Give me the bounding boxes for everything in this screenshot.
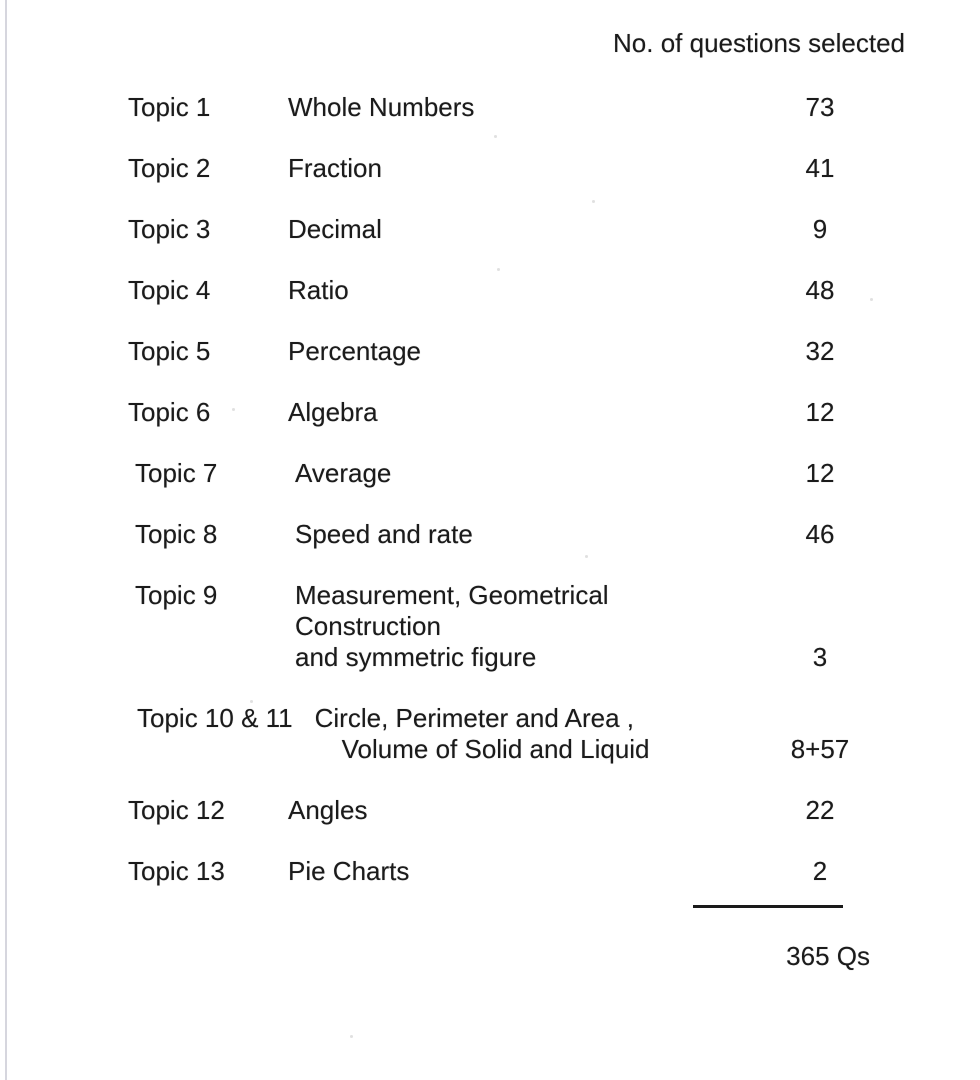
question-count: 48 bbox=[805, 275, 835, 305]
question-count: 8+57 bbox=[790, 734, 850, 764]
scan-noise-speck bbox=[585, 555, 588, 558]
topic-label: Topic 9 bbox=[135, 580, 218, 610]
topic-label: Topic 2 bbox=[128, 153, 211, 183]
question-count: 73 bbox=[805, 92, 835, 122]
question-count: 32 bbox=[805, 336, 835, 366]
topic-label: Topic 8 bbox=[135, 519, 218, 549]
table-row bbox=[0, 519, 980, 550]
topic-label: Topic 5 bbox=[128, 336, 211, 366]
table-row bbox=[0, 703, 980, 765]
table-row bbox=[0, 580, 980, 673]
topic-name-line1: Circle, Perimeter and Area , bbox=[314, 703, 634, 733]
total-questions: 365 Qs bbox=[786, 941, 870, 971]
topic-name: Fraction bbox=[288, 153, 382, 183]
scan-edge-line bbox=[5, 0, 7, 1080]
table-row bbox=[0, 795, 980, 826]
topic-label: Topic 6 bbox=[128, 397, 211, 427]
question-count: 46 bbox=[805, 519, 835, 549]
question-count: 22 bbox=[805, 795, 835, 825]
table-row bbox=[0, 336, 980, 367]
topic-name: Average bbox=[295, 458, 392, 488]
question-count: 41 bbox=[805, 153, 835, 183]
topic-name-line1: Measurement, Geometrical Construction bbox=[295, 580, 609, 641]
topic-name: Percentage bbox=[288, 336, 421, 366]
scan-noise-speck bbox=[870, 298, 873, 301]
question-count: 12 bbox=[805, 397, 835, 427]
topic-name: Speed and rate bbox=[295, 519, 473, 549]
topic-name-line2: and symmetric figure bbox=[295, 642, 537, 672]
table-row bbox=[0, 92, 980, 123]
table-row bbox=[0, 397, 980, 428]
question-count: 12 bbox=[805, 458, 835, 488]
topic-name: Ratio bbox=[288, 275, 349, 305]
topic-label: Topic 3 bbox=[128, 214, 211, 244]
topic-name: Algebra bbox=[288, 397, 378, 427]
table-row bbox=[0, 856, 980, 887]
question-count: 3 bbox=[812, 642, 828, 672]
scan-noise-speck bbox=[497, 268, 500, 271]
question-count: 9 bbox=[812, 214, 828, 244]
scan-noise-speck bbox=[232, 408, 235, 411]
topic-label: Topic 12 bbox=[128, 795, 225, 825]
total-rule-line bbox=[693, 905, 843, 908]
table-row bbox=[0, 275, 980, 306]
topic-name bbox=[295, 580, 745, 673]
topic-label: Topic 4 bbox=[128, 275, 211, 305]
topic-name: Angles bbox=[288, 795, 368, 825]
topic-name: Decimal bbox=[288, 214, 382, 244]
scan-noise-speck bbox=[592, 200, 595, 203]
column-header: No. of questions selected bbox=[613, 28, 905, 58]
topic-name bbox=[315, 703, 745, 765]
table-row bbox=[0, 214, 980, 245]
topic-name-line2: Volume of Solid and Liquid bbox=[341, 734, 650, 764]
scan-noise-speck bbox=[494, 135, 497, 138]
topic-label: Topic 7 bbox=[135, 458, 218, 488]
topic-label: Topic 1 bbox=[128, 92, 211, 122]
topic-name: Whole Numbers bbox=[288, 92, 475, 122]
scan-noise-speck bbox=[350, 1035, 353, 1038]
table-row bbox=[0, 458, 980, 489]
table-row bbox=[0, 153, 980, 184]
topic-label: Topic 10 & 11 bbox=[137, 703, 293, 733]
question-count: 2 bbox=[812, 856, 828, 886]
topic-label: Topic 13 bbox=[128, 856, 225, 886]
topic-name: Pie Charts bbox=[288, 856, 410, 886]
topics-table bbox=[0, 92, 980, 887]
scan-noise-speck bbox=[250, 700, 253, 703]
